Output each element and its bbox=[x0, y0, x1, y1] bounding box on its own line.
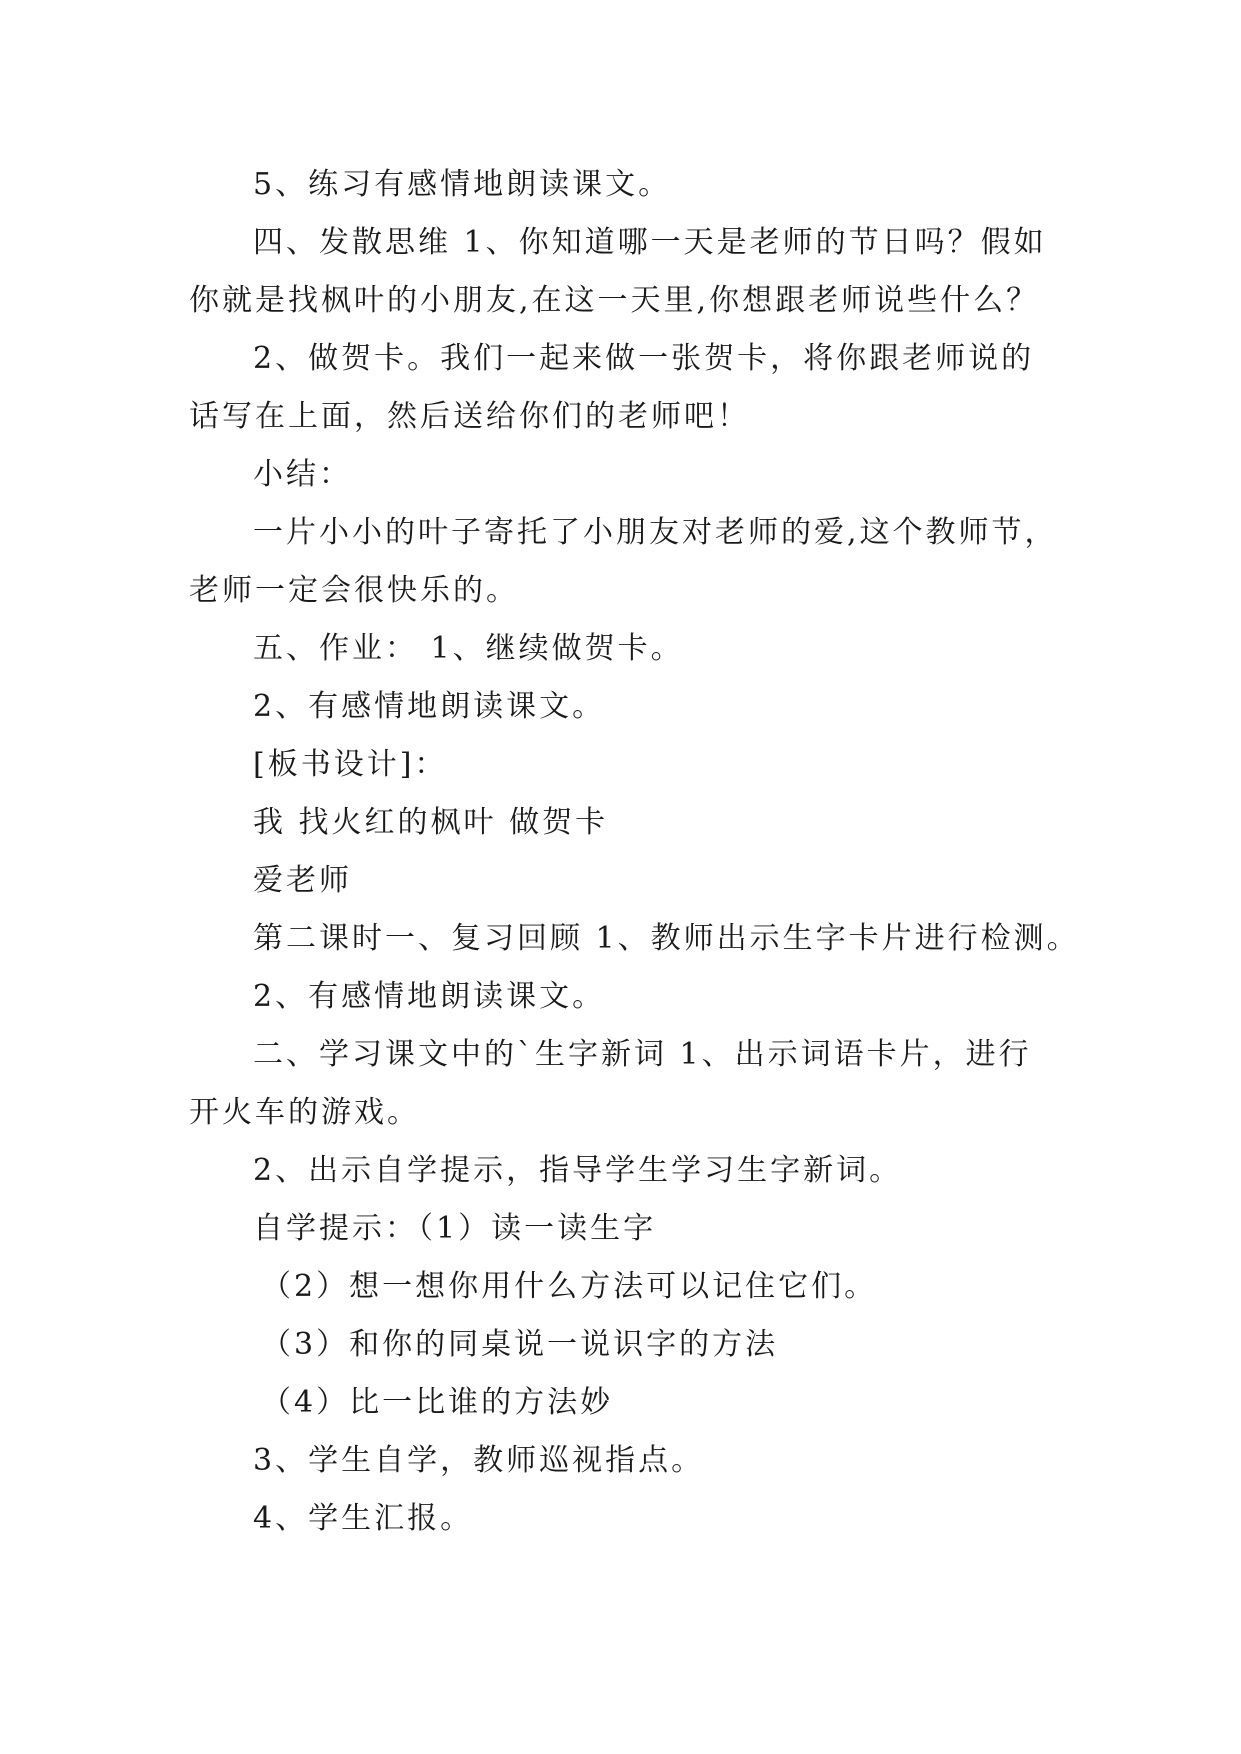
paragraph-line: 一片小小的叶子寄托了小朋友对老师的爱,这个教师节， bbox=[253, 515, 1058, 550]
paragraph-line: 2、有感情地朗读课文。 bbox=[253, 979, 606, 1014]
paragraph-line: 我 找火红的枫叶 做贺卡 bbox=[253, 805, 609, 840]
paragraph-line: 2、做贺卡。我们一起来做一张贺卡，将你跟老师说的 bbox=[253, 341, 1035, 376]
document-body bbox=[189, 156, 1080, 1548]
paragraph-line: 5、练习有感情地朗读课文。 bbox=[253, 167, 672, 202]
paragraph-line: 你就是找枫叶的小朋友,在这一天里,你想跟老师说些什么？ bbox=[189, 283, 1040, 318]
paragraph-line: 2、出示自学提示，指导学生学习生字新词。 bbox=[253, 1153, 903, 1188]
paragraph-line: 话写在上面，然后送给你们的老师吧！ bbox=[189, 399, 750, 434]
paragraph-line: 五、作业： 1、继续做贺卡。 bbox=[253, 631, 684, 666]
paragraph-line: 开火车的游戏。 bbox=[189, 1095, 420, 1130]
board-design-heading: [板书设计]： bbox=[253, 747, 448, 782]
paragraph-line: 老师一定会很快乐的。 bbox=[189, 573, 519, 608]
paragraph-line: 二、学习课文中的`生字新词 1、出示词语卡片，进行 bbox=[253, 1037, 1032, 1072]
paragraph-line: （3）和你的同桌说一说识字的方法 bbox=[261, 1327, 779, 1362]
paragraph-line: （4）比一比谁的方法妙 bbox=[261, 1385, 614, 1420]
paragraph-line: 自学提示：（1）读一读生字 bbox=[253, 1211, 657, 1246]
paragraph-line: 爱老师 bbox=[253, 863, 352, 898]
paragraph-line: 2、有感情地朗读课文。 bbox=[253, 689, 606, 724]
paragraph-line: 第二课时一、复习回顾 1、教师出示生字卡片进行检测。 bbox=[253, 921, 1080, 956]
summary-heading: 小结： bbox=[253, 457, 352, 492]
paragraph-line: （2）想一想你用什么方法可以记住它们。 bbox=[261, 1269, 878, 1304]
paragraph-line: 3、学生自学，教师巡视指点。 bbox=[253, 1443, 705, 1478]
paragraph-line: 4、学生汇报。 bbox=[253, 1501, 474, 1536]
paragraph-line: 四、发散思维 1、你知道哪一天是老师的节日吗？假如 bbox=[253, 225, 1047, 260]
